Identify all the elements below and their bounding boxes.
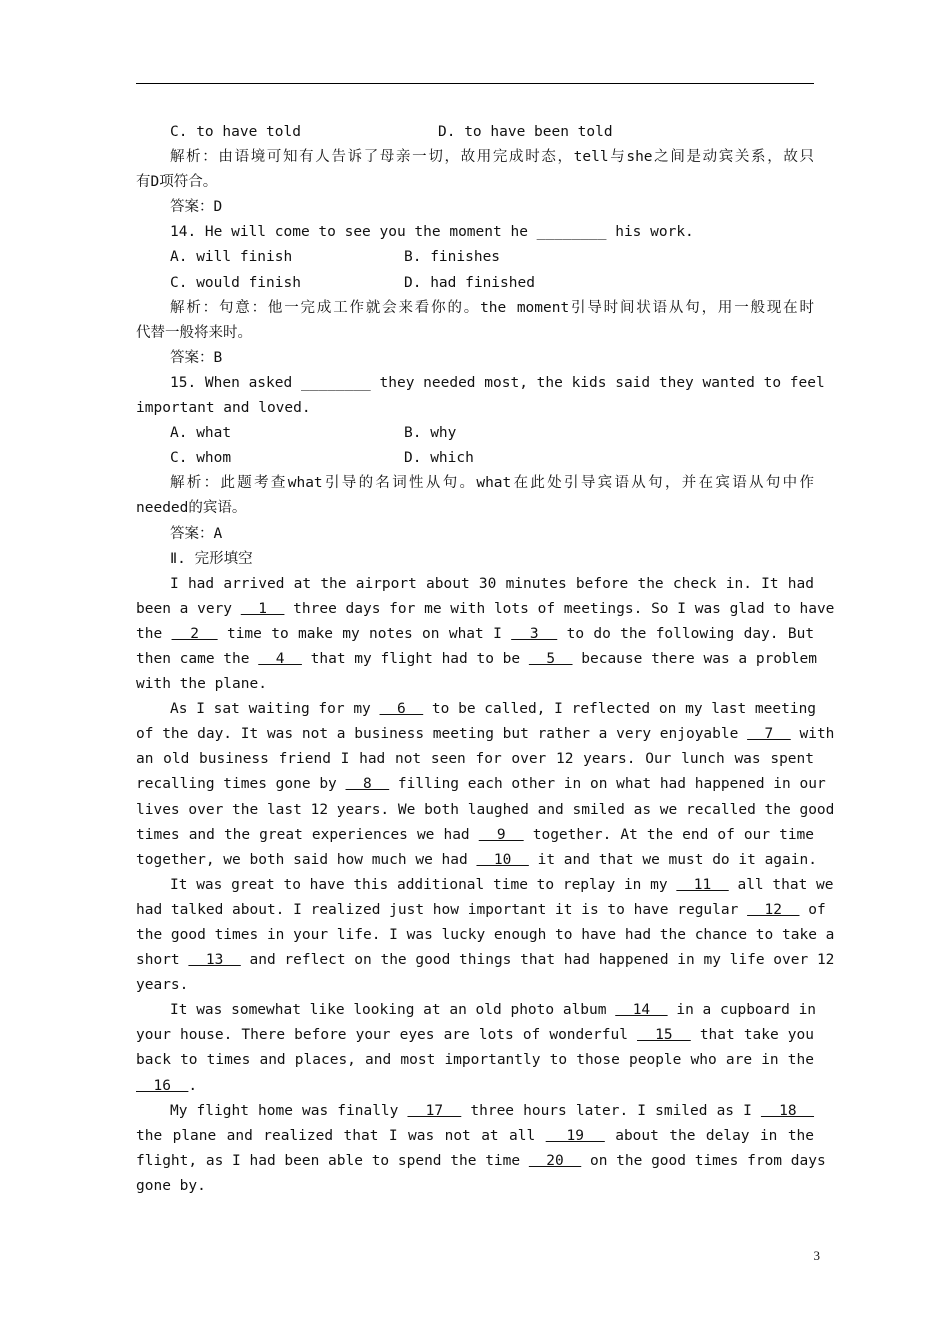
cloze-p5-line: flight, as I had been able to spend the time 20 on the good times from days — [136, 1152, 826, 1169]
blank-5: 5 — [528, 650, 573, 667]
cloze-p3-line: years. — [136, 977, 189, 994]
blank-15: 15 — [637, 1027, 691, 1044]
cloze-p5-line: the plane and realized that I was not at all 19 about the delay in the — [136, 1127, 815, 1144]
cloze-p4-line: It was somewhat like looking at an old photo album 14 in a cupboard in — [170, 1002, 817, 1019]
q15-stem-cont: important and loved. — [136, 400, 311, 417]
blank-4: 4 — [258, 650, 302, 667]
blank-13: 13 — [188, 952, 241, 969]
blank-6: 6 — [379, 701, 424, 718]
blank-11: 11 — [676, 876, 729, 893]
cloze-p1-line: with the plane. — [136, 676, 267, 693]
blank-1: 1 — [240, 600, 285, 617]
blank-17: 17 — [407, 1102, 462, 1119]
cloze-p4-line: 16 . — [136, 1077, 198, 1094]
q15-options-ab: A. what B. why — [170, 425, 457, 442]
blank-10: 10 — [476, 851, 529, 868]
cloze-p2-line: an old business friend I had not seen for over 12 years. Our lunch was spent — [136, 751, 814, 768]
page-number: 3 — [813, 1248, 820, 1263]
q13-options-cd: C. to have told D. to have been told — [170, 124, 613, 140]
blank-9: 9 — [478, 826, 524, 843]
q15-answer: 答案：A — [170, 525, 223, 542]
q15-stem: 15. When asked ________ they needed most, the kids said they wanted to feel — [170, 374, 825, 391]
cloze-p3-line: It was great to have this additional time to replay in my 11 all that we — [170, 876, 834, 893]
cloze-p5-line: gone by. — [136, 1177, 206, 1194]
blank-12: 12 — [747, 901, 800, 918]
cloze-p3-line: the good times in your life. I was lucky enough to have had the chance to take a — [136, 927, 835, 943]
blank-19: 19 — [545, 1127, 605, 1144]
blank-7: 7 — [747, 726, 791, 743]
cloze-p2-line: times and the great experiences we had 9 together. At the end of our time — [136, 826, 815, 843]
blank-20: 20 — [528, 1152, 582, 1169]
cloze-p2-line: of the day. It was not a business meeting but rather a very enjoyable 7 with — [136, 726, 835, 743]
q14-options-cd: C. would finish D. had finished — [170, 274, 535, 291]
cloze-p1-line: I had arrived at the airport about 30 minutes before the check in. It had — [170, 575, 814, 592]
header-rule — [136, 83, 814, 84]
q13-analysis-cont: 有D项符合。 — [136, 174, 218, 191]
q13-answer: 答案：D — [170, 199, 223, 216]
section-title: Ⅱ. 完形填空 — [170, 550, 253, 567]
cloze-p1-line: then came the 4 that my flight had to be 5 because there was a problem — [136, 650, 817, 667]
cloze-p3-line: short 13 and reflect on the good things that had happened in my life over 12 — [136, 952, 835, 969]
q14-answer: 答案：B — [170, 349, 223, 366]
q14-analysis-cont: 代替一般将来时。 — [136, 324, 252, 341]
cloze-p1-line: been a very 1 three days for me with lots of meetings. So I was glad to have — [136, 600, 835, 617]
q14-stem: 14. He will come to see you the moment he ________ his work. — [170, 224, 694, 241]
blank-18: 18 — [760, 1102, 815, 1119]
cloze-p4-line: your house. There before your eyes are lots of wonderful 15 that take you — [136, 1027, 814, 1044]
cloze-p2-line: recalling times gone by 8 filling each other in on what had happened in our — [136, 776, 826, 793]
q14-options-ab: A. will finish B. finishes — [170, 249, 501, 266]
q13-analysis: 解析：由语境可知有人告诉了母亲一切，故用完成时态，tell与she之间是动宾关系，故只 — [170, 149, 814, 166]
cloze-p5-line: My flight home was finally 17 three hours later. I smiled as I 18 — [170, 1102, 815, 1119]
cloze-p2-line: lives over the last 12 years. We both laughed and smiled as we recalled the good — [136, 801, 835, 818]
q14-analysis: 解析：句意：他一完成工作就会来看你的。the moment引导时间状语从句，用一般现在时 — [170, 299, 814, 316]
blank-8: 8 — [345, 776, 390, 793]
cloze-p1-line: the 2 time to make my notes on what I 3 to do the following day. But — [136, 625, 815, 642]
cloze-p2-line: As I sat waiting for my 6 to be called, I reflected on my last meeting — [170, 701, 817, 718]
q15-options-cd: C. whom D. which — [170, 450, 474, 467]
cloze-p3-line: had talked about. I realized just how important it is to have regular 12 of — [136, 901, 826, 918]
cloze-p4-line: back to times and places, and most importantly to those people who are in the — [136, 1052, 814, 1069]
q15-analysis: 解析：此题考查what引导的名词性从句。what在此处引导宾语从句，并在宾语从句中作 — [170, 475, 814, 492]
blank-2: 2 — [171, 625, 218, 642]
blank-14: 14 — [615, 1002, 668, 1019]
q15-analysis-cont: needed的宾语。 — [136, 500, 247, 517]
blank-3: 3 — [511, 625, 558, 642]
page-content — [136, 120, 835, 1199]
cloze-p2-line: together, we both said how much we had 10 it and that we must do it again. — [136, 851, 817, 868]
blank-16: 16 — [136, 1077, 189, 1094]
